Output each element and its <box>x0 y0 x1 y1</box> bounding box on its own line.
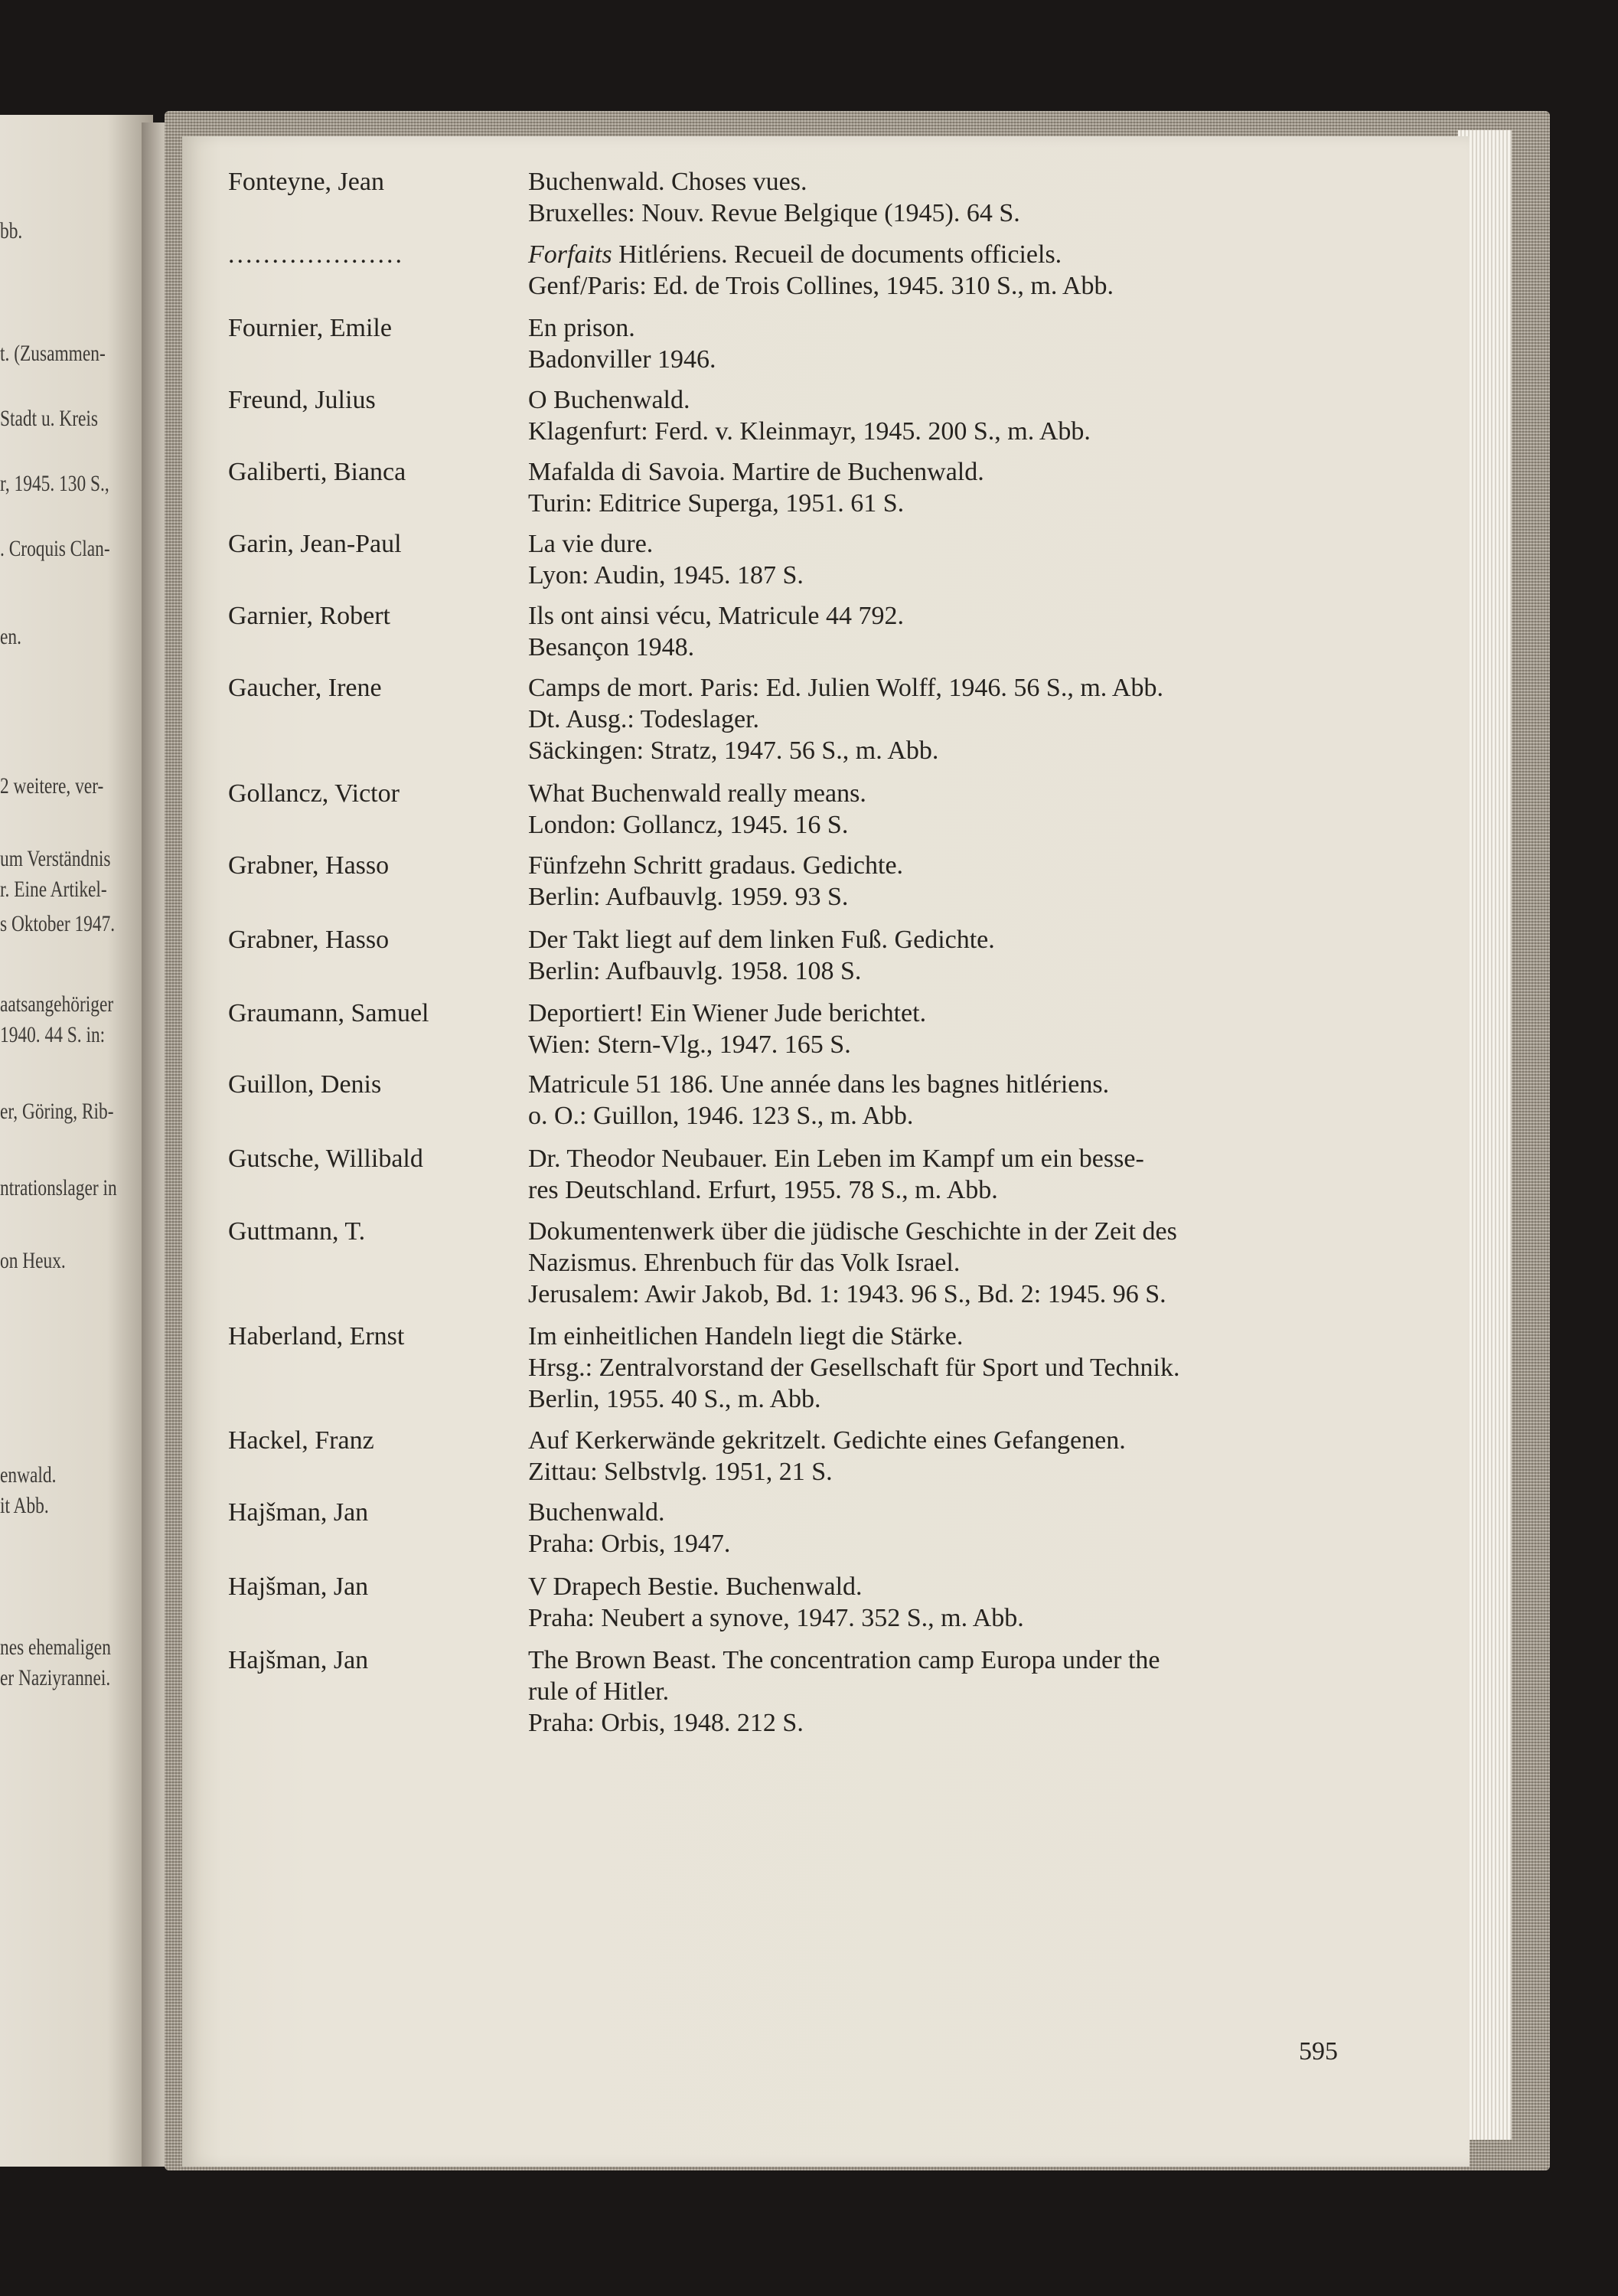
entry-author: Hackel, Franz <box>228 1426 374 1455</box>
citation-line: Badonviller 1946. <box>528 345 716 374</box>
entry-author: Hajšman, Jan <box>228 1498 369 1527</box>
citation-line: Berlin: Aufbauvlg. 1958. 108 S. <box>528 957 862 985</box>
left-page-fragment: on Heux. <box>0 1248 66 1273</box>
entry-author: Fonteyne, Jean <box>228 168 384 196</box>
citation-line: Praha: Orbis, 1947. <box>528 1530 731 1558</box>
citation-line: En prison. <box>528 314 635 342</box>
citation-line: Säckingen: Stratz, 1947. 56 S., m. Abb. <box>528 736 939 765</box>
entry-citation <box>528 600 1339 663</box>
entry-author: Gollancz, Victor <box>228 779 400 808</box>
entry-author: Fournier, Emile <box>228 314 392 342</box>
citation-line: Matricule 51 186. Une année dans les bagnes hitlériens. <box>528 1070 1110 1099</box>
entry-citation <box>528 456 1339 519</box>
entry-author: Gaucher, Irene <box>228 674 382 702</box>
left-page-fragment: er, Göring, Rib- <box>0 1099 114 1124</box>
left-page-fragment: enwald. <box>0 1462 57 1488</box>
citation-line: What Buchenwald really means. <box>528 779 866 808</box>
entry-author: Freund, Julius <box>228 386 376 414</box>
citation-line: Wien: Stern-Vlg., 1947. 165 S. <box>528 1030 851 1059</box>
entry-citation <box>528 998 1339 1060</box>
citation-line: Buchenwald. <box>528 1498 665 1527</box>
citation-line-text: Hitlériens. Recueil de documents officiels. <box>612 240 1062 269</box>
citation-line: res Deutschland. Erfurt, 1955. 78 S., m. Abb. <box>528 1176 998 1204</box>
entry-author: Hajšman, Jan <box>228 1646 369 1674</box>
citation-line: Lyon: Audin, 1945. 187 S. <box>528 561 804 590</box>
entry-author: Grabner, Hasso <box>228 926 390 954</box>
citation-line: Turin: Editrice Superga, 1951. 61 S. <box>528 489 905 518</box>
citation-line: La vie dure. <box>528 530 654 558</box>
left-page-fragment: r. Eine Artikel- <box>0 877 107 902</box>
entry-citation <box>528 1644 1339 1739</box>
citation-line: Berlin: Aufbauvlg. 1959. 93 S. <box>528 883 849 911</box>
entry-citation <box>528 1571 1339 1634</box>
citation-line: Ils ont ainsi vécu, Matricule 44 792. <box>528 602 905 630</box>
citation-line: The Brown Beast. The concentration camp Europa under the <box>528 1646 1160 1674</box>
citation-line: Deportiert! Ein Wiener Jude berichtet. <box>528 999 927 1027</box>
citation-line: Dr. Theodor Neubauer. Ein Leben im Kampf um ein besse- <box>528 1145 1144 1173</box>
citation-line: Mafalda di Savoia. Martire de Buchenwald. <box>528 458 984 486</box>
citation-line: Camps de mort. Paris: Ed. Julien Wolff, 1946. 56 S., m. Abb. <box>528 674 1163 702</box>
left-page-fragment: ntrationslager in <box>0 1175 117 1200</box>
citation-line: Genf/Paris: Ed. de Trois Collines, 1945. 310 S., m. Abb. <box>528 272 1114 300</box>
entry-author: Hajšman, Jan <box>228 1573 369 1601</box>
entry-author: Guillon, Denis <box>228 1070 382 1099</box>
entry-citation <box>528 528 1339 591</box>
citation-line: Besançon 1948. <box>528 633 695 661</box>
entry-citation <box>528 672 1339 766</box>
citation-line: o. O.: Guillon, 1946. 123 S., m. Abb. <box>528 1102 914 1130</box>
citation-line: Auf Kerkerwände gekritzelt. Gedichte eines Gefangenen. <box>528 1426 1126 1455</box>
entry-citation <box>528 1143 1339 1206</box>
citation-line: O Buchenwald. <box>528 386 690 414</box>
citation-line: Dt. Ausg.: Todeslager. <box>528 705 760 733</box>
left-page-fragment: r, 1945. 130 S., <box>0 471 109 496</box>
citation-line: Praha: Orbis, 1948. 212 S. <box>528 1709 804 1737</box>
citation-line <box>528 239 1339 270</box>
citation-italic-title: Forfaits <box>528 240 612 269</box>
right-page <box>182 136 1470 2167</box>
entry-author: Gutsche, Willibald <box>228 1145 423 1173</box>
citation-line: V Drapech Bestie. Buchenwald. <box>528 1573 863 1601</box>
entry-citation <box>528 1069 1339 1132</box>
entry-citation <box>528 239 1339 302</box>
entry-author: Grabner, Hasso <box>228 851 390 880</box>
left-page-fragment: s Oktober 1947. <box>0 911 116 936</box>
left-page-fragment: it Abb. <box>0 1493 49 1518</box>
citation-line: rule of Hitler. <box>528 1677 670 1706</box>
left-page-fragment: bb. <box>0 218 23 243</box>
entry-citation <box>528 1321 1339 1415</box>
entry-citation <box>528 312 1339 375</box>
citation-line: Dokumentenwerk über die jüdische Geschichte in der Zeit des <box>528 1217 1177 1246</box>
citation-line: Klagenfurt: Ferd. v. Kleinmayr, 1945. 200 S., m. Abb. <box>528 417 1091 446</box>
citation-line: Der Takt liegt auf dem linken Fuß. Gedichte. <box>528 926 995 954</box>
citation-line: Jerusalem: Awir Jakob, Bd. 1: 1943. 96 S., Bd. 2: 1945. 96 S. <box>528 1280 1166 1308</box>
entry-citation <box>528 1497 1339 1560</box>
citation-line: Im einheitlichen Handeln liegt die Stärke. <box>528 1322 964 1350</box>
left-page-fragment: um Verständnis <box>0 846 111 871</box>
author-ditto-leader: .................... <box>228 240 404 269</box>
entry-citation <box>528 778 1339 841</box>
entry-author: Guttmann, T. <box>228 1217 366 1246</box>
citation-line: Hrsg.: Zentralvorstand der Gesellschaft für Sport und Technik. <box>528 1354 1180 1382</box>
left-page-fragment: en. <box>0 624 21 649</box>
entry-author: Graumann, Samuel <box>228 999 429 1027</box>
citation-line: Fünfzehn Schritt gradaus. Gedichte. <box>528 851 904 880</box>
entry-citation <box>528 384 1339 447</box>
entry-author: Galiberti, Bianca <box>228 458 406 486</box>
left-page-fragment: . Croquis Clan- <box>0 536 110 561</box>
citation-line: Nazismus. Ehrenbuch für das Volk Israel. <box>528 1249 961 1277</box>
entry-citation <box>528 1425 1339 1488</box>
left-page-fragment: 2 weitere, ver- <box>0 773 104 799</box>
left-page-fragment: aatsangehöriger <box>0 991 114 1017</box>
citation-line: Berlin, 1955. 40 S., m. Abb. <box>528 1385 821 1413</box>
entry-author: Haberland, Ernst <box>228 1322 405 1350</box>
left-page-fragment: er Naziyrannei. <box>0 1665 111 1690</box>
left-facing-page <box>0 115 153 2167</box>
left-page-fragment: Stadt u. Kreis <box>0 406 99 431</box>
citation-line: Buchenwald. Choses vues. <box>528 168 807 196</box>
citation-line: London: Gollancz, 1945. 16 S. <box>528 811 849 839</box>
entry-citation <box>528 1216 1339 1310</box>
entry-citation <box>528 166 1339 229</box>
left-page-fragment: 1940. 44 S. in: <box>0 1022 106 1047</box>
citation-line: Zittau: Selbstvlg. 1951, 21 S. <box>528 1458 833 1486</box>
citation-line: Praha: Neubert a synove, 1947. 352 S., m. Abb. <box>528 1604 1024 1632</box>
left-page-fragment: nes ehemaligen <box>0 1635 111 1660</box>
entry-citation <box>528 924 1339 987</box>
left-page-fragment: t. (Zusammen- <box>0 341 106 366</box>
entry-citation <box>528 850 1339 913</box>
citation-line: Bruxelles: Nouv. Revue Belgique (1945). 64 S. <box>528 199 1020 227</box>
entry-author: Garnier, Robert <box>228 602 391 630</box>
entry-author: Garin, Jean-Paul <box>228 530 402 558</box>
page-number: 595 <box>1299 2037 1338 2066</box>
